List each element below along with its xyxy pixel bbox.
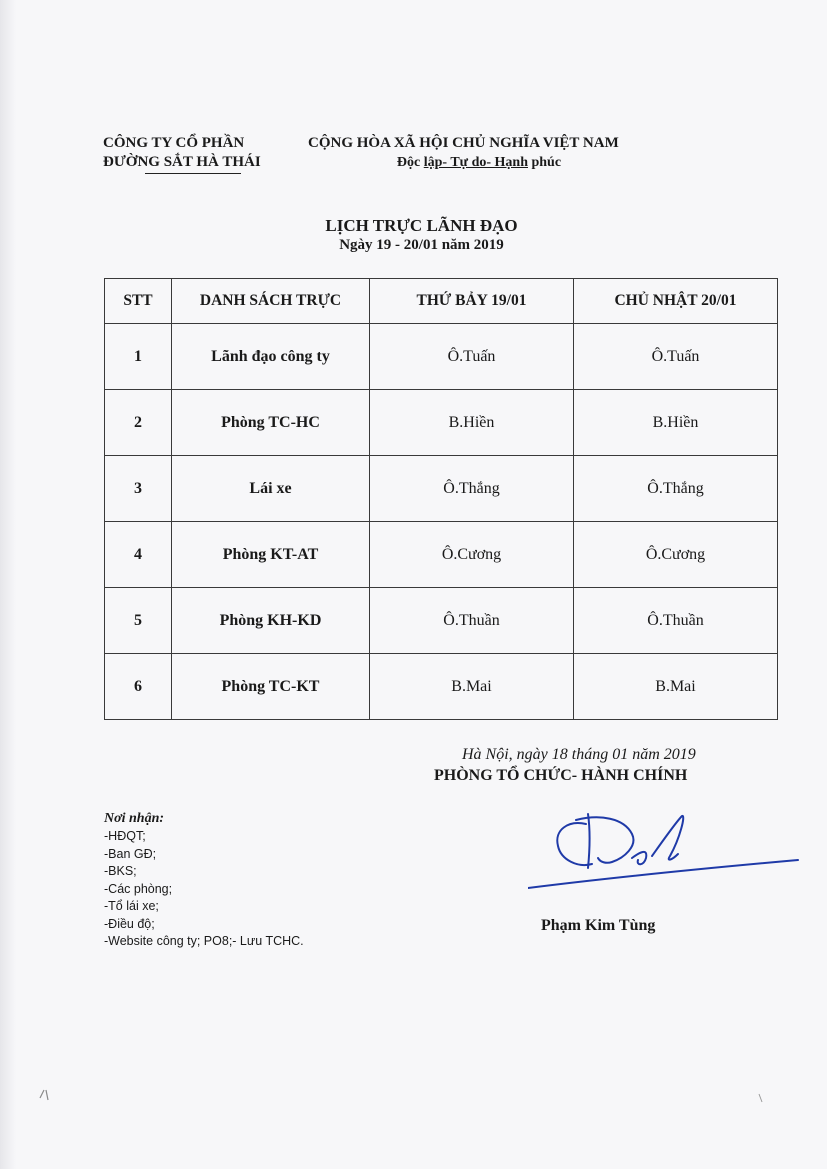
row-unit: Phòng TC-KT bbox=[172, 654, 370, 720]
handwritten-signature bbox=[528, 808, 803, 893]
table-header-row bbox=[105, 279, 778, 324]
row-sunday-person: B.Mai bbox=[574, 654, 778, 720]
company-line-2: ĐƯỜNG SẮT HÀ THÁI bbox=[103, 154, 261, 170]
signer-name: Phạm Kim Tùng bbox=[541, 917, 656, 934]
row-unit: Lãnh đạo công ty bbox=[172, 324, 370, 390]
row-sunday-person: Ô.Cương bbox=[574, 522, 778, 588]
motto-part-1: Độc bbox=[396, 155, 424, 170]
row-saturday-person: Ô.Cương bbox=[370, 522, 574, 588]
national-motto bbox=[308, 153, 650, 172]
nation-title: CỘNG HÒA XÃ HỘI CHỦ NGHĨA VIỆT NAM bbox=[308, 135, 619, 151]
list-item: -Tổ lái xe; bbox=[104, 899, 159, 913]
list-item: -Điều độ; bbox=[104, 916, 155, 931]
document-title: LỊCH TRỰC LÃNH ĐẠO bbox=[325, 216, 518, 235]
row-number: 1 bbox=[105, 324, 172, 390]
row-sunday-person: B.Hiền bbox=[574, 390, 778, 456]
row-saturday-person: B.Hiền bbox=[370, 390, 574, 456]
row-unit: Phòng TC-HC bbox=[172, 390, 370, 456]
table-row bbox=[105, 390, 778, 456]
row-unit: Phòng KT-AT bbox=[172, 522, 370, 588]
national-header bbox=[308, 134, 650, 172]
table-row bbox=[105, 324, 778, 390]
row-saturday-person: Ô.Tuấn bbox=[370, 324, 574, 390]
list-item: -BKS; bbox=[104, 864, 137, 878]
duty-schedule-table bbox=[104, 278, 778, 720]
row-saturday-person: Ô.Thuần bbox=[370, 588, 574, 654]
header-duty-list: DANH SÁCH TRỰC bbox=[172, 279, 370, 324]
row-number: 5 bbox=[105, 588, 172, 654]
list-item: -HĐQT; bbox=[104, 829, 146, 843]
recipients-title: Nơi nhận: bbox=[104, 811, 165, 826]
row-unit: Lái xe bbox=[172, 456, 370, 522]
motto-part-2: lập- Tự do- Hạnh bbox=[423, 155, 528, 170]
document-dates: Ngày 19 - 20/01 năm 2019 bbox=[339, 237, 504, 253]
row-number: 6 bbox=[105, 654, 172, 720]
row-sunday-person: Ô.Thắng bbox=[574, 456, 778, 522]
row-sunday-person: Ô.Tuấn bbox=[574, 324, 778, 390]
list-item: -Website công ty; PO8;- Lưu TCHC. bbox=[104, 934, 304, 948]
company-line-1: CÔNG TY CỔ PHẦN bbox=[103, 135, 245, 151]
scan-mark bbox=[756, 1092, 766, 1104]
list-item: -Ban GĐ; bbox=[104, 846, 157, 861]
header-sunday: CHỦ NHẬT 20/01 bbox=[574, 279, 778, 324]
table-row bbox=[105, 522, 778, 588]
table-row bbox=[105, 456, 778, 522]
company-underline bbox=[145, 173, 241, 174]
scan-mark bbox=[36, 1084, 56, 1104]
table-row bbox=[105, 654, 778, 720]
list-item: -Các phòng; bbox=[104, 881, 173, 896]
header-stt: STT bbox=[105, 279, 172, 324]
row-number: 4 bbox=[105, 522, 172, 588]
header-saturday: THỨ BẢY 19/01 bbox=[370, 279, 574, 324]
issuing-department: PHÒNG TỔ CHỨC- HÀNH CHÍNH bbox=[434, 767, 688, 784]
table-row bbox=[105, 588, 778, 654]
row-saturday-person: Ô.Thắng bbox=[370, 456, 574, 522]
row-number: 2 bbox=[105, 390, 172, 456]
row-number: 3 bbox=[105, 456, 172, 522]
motto-part-3: phúc bbox=[527, 155, 562, 170]
row-saturday-person: B.Mai bbox=[370, 654, 574, 720]
place-and-date: Hà Nội, ngày 18 tháng 01 năm 2019 bbox=[462, 746, 696, 763]
row-sunday-person: Ô.Thuần bbox=[574, 588, 778, 654]
row-unit: Phòng KH-KD bbox=[172, 588, 370, 654]
company-name bbox=[103, 134, 261, 172]
recipients-list bbox=[104, 828, 304, 951]
